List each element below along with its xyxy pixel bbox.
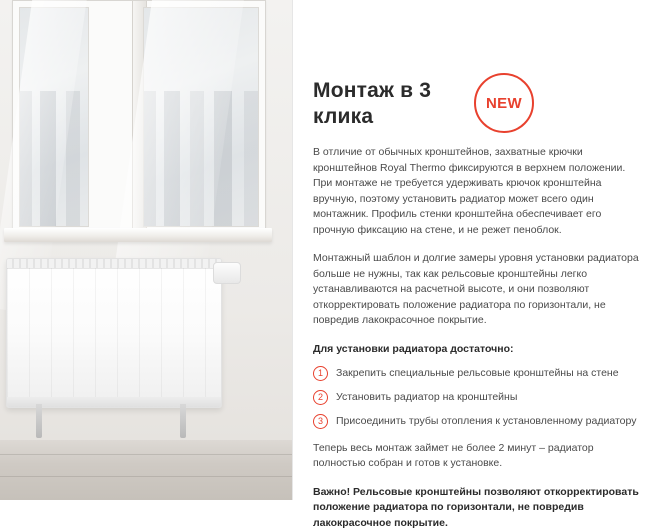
steps-list xyxy=(313,366,641,429)
paragraph-template: Монтажный шаблон и долгие замеры уровня установки радиатора больше не нужны, так как рельсовые кронштейны легко устанавливаются на расчетной высоте, и они позволяют откорректировать положение радиатора по горизонтали, не повредив лакокрасочное покрытие. xyxy=(313,251,641,329)
step-text: Присоединить трубы отопления к установленному радиатору xyxy=(336,414,636,429)
radiator-leg xyxy=(180,404,186,438)
step-number: 1 xyxy=(313,366,328,381)
step-text: Закрепить специальные рельсовые кронштейны на стене xyxy=(336,366,619,381)
radiator-panel xyxy=(6,258,222,408)
radiator-valve xyxy=(213,262,241,284)
floor-seam xyxy=(0,454,292,455)
page-title: Монтаж в 3 клика xyxy=(313,78,473,130)
window-pane-right xyxy=(143,7,259,227)
paragraph-intro: В отличие от обычных кронштейнов, захватные крючки кронштейнов Royal Thermo фиксируются в верхнем положении. При монтаже не требуется удерживать крючок кронштейна вручную, поэтому установить радиатор может всего один монтажник. Профиль стенки кронштейна обеспечивает его прочную фиксацию на стене, и не режет пеноблок. xyxy=(313,145,641,238)
list-item xyxy=(313,414,641,429)
vertical-divider xyxy=(292,0,293,500)
step-number: 3 xyxy=(313,414,328,429)
step-number: 2 xyxy=(313,390,328,405)
floor-seam xyxy=(0,476,292,477)
article-content xyxy=(292,0,665,500)
paragraph-closing: Теперь весь монтаж займет не более 2 минут – радиатор полностью собран и готов к установке. xyxy=(313,441,641,472)
important-note: Важно! Рельсовые кронштейны позволяют откорректировать положение радиатора по горизонтали, не повредив лакокрасочное покрытие. xyxy=(313,485,641,531)
list-item xyxy=(313,366,641,381)
radiator-photo xyxy=(0,0,292,500)
window-frame xyxy=(12,0,266,234)
window-pane-left xyxy=(19,7,89,227)
window-sill xyxy=(4,228,272,242)
list-item xyxy=(313,390,641,405)
new-badge-label: NEW xyxy=(486,95,522,112)
new-badge xyxy=(474,73,534,133)
radiator-leg xyxy=(36,404,42,438)
steps-subheading: Для установки радиатора достаточно: xyxy=(313,342,641,357)
floor xyxy=(0,440,292,500)
radiator-fins xyxy=(7,268,221,397)
step-text: Установить радиатор на кронштейны xyxy=(336,390,517,405)
